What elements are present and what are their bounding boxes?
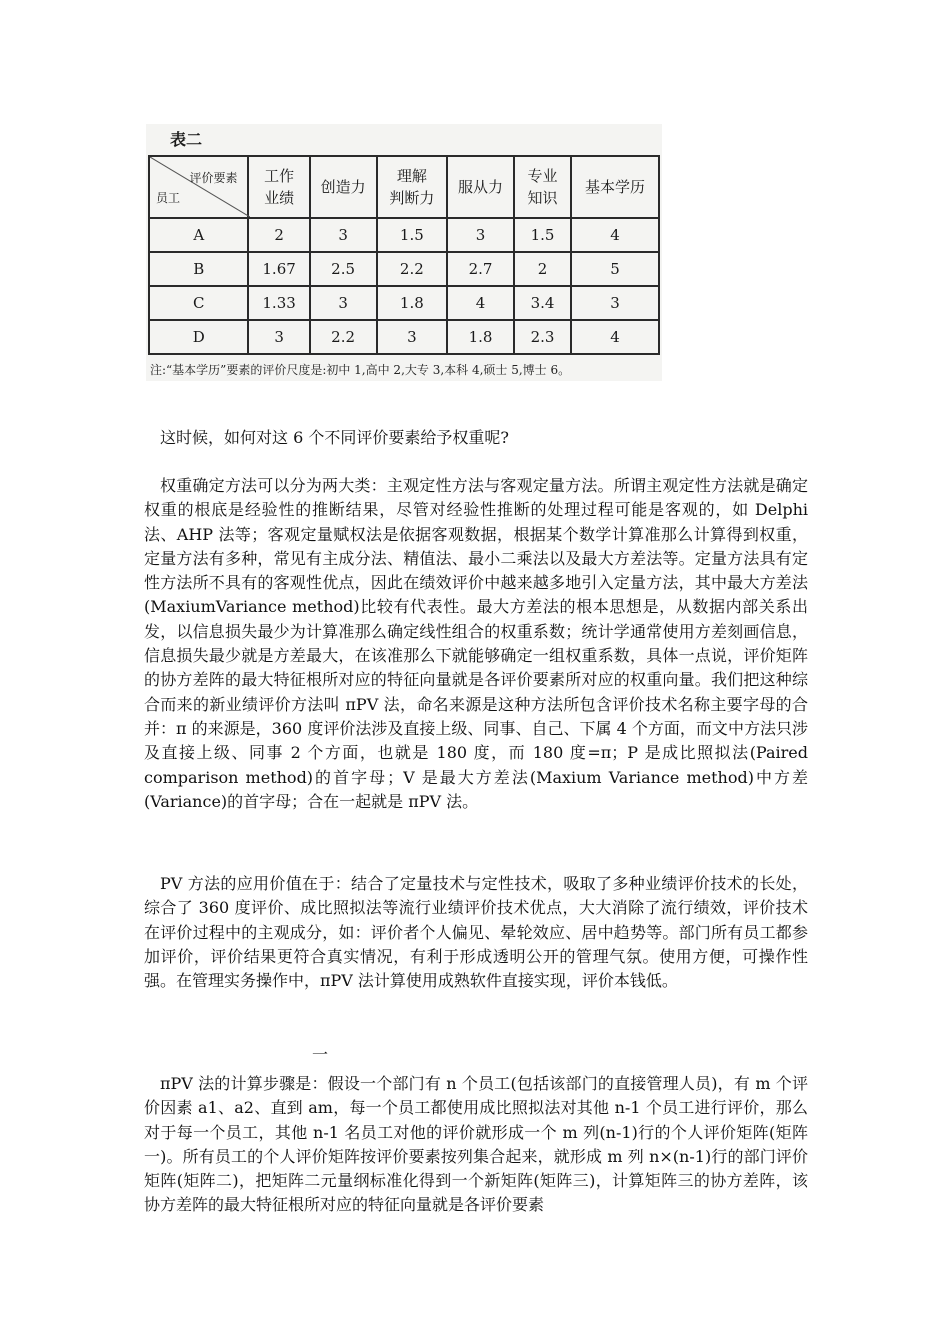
column-header-label: 工作 业绩	[264, 167, 295, 207]
row-label: D	[149, 320, 248, 354]
table-cell: 4	[571, 218, 659, 252]
column-header-label: 基本学历	[585, 178, 646, 196]
corner-bottom-label: 员工	[156, 191, 181, 205]
column-header	[248, 156, 309, 218]
paragraph-calculation-steps: πPV 法的计算步骤是：假设一个部门有 n 个员工(包括该部门的直接管理人员)，有 m 个评价因素 a1、a2、直到 am，每一个员工都使用成比照拟法对其他 n-1 个员工进行评价，那么对于每一个员工，其他 n-1 名员工对他的评价就形成一个 m 列(n-1)行的个人评价矩阵(矩阵一)。所有员工的个人评价矩阵按评价要素按列集合起来，就形成 m 列 n×(n-1)行的部门评价矩阵(矩阵二)，把矩阵二元量纲标准化得到一个新矩阵(矩阵三)，计算矩阵三的协方差阵，该协方差阵的最大特征根所对应的特征向量就是各评价要素	[144, 1074, 808, 1215]
table-cell: 1.5	[514, 218, 571, 252]
column-header	[377, 156, 448, 218]
table-cell: 3	[248, 320, 309, 354]
table-cell: 1.8	[377, 286, 448, 320]
table-cell: 2	[514, 252, 571, 286]
table-row	[149, 286, 659, 320]
evaluation-table	[148, 155, 660, 355]
table-row	[149, 252, 659, 286]
table-note: 注:“基本学历”要素的评价尺度是:初中 1,高中 2,大专 3,本科 4,硕士 5,博士 6。	[150, 363, 571, 377]
column-header-label: 服从力	[458, 178, 504, 196]
paragraph-weight-methods: 权重确定方法可以分为两大类：主观定性方法与客观定量方法。所谓主观定性方法就是确定权重的根底是经验性的推断结果，尽管对经验性推断的处理过程可能是客观的，如 Delphi 法、AHP 法等；客观定量赋权法是依据客观数据，根据某个数学计算准那么计算得到权重，定量方法有多种，常见有主成分法、精值法、最小二乘法以及最大方差法等。定量方法具有定性方法所不具有的客观性优点，因此在绩效评价中越来越多地引入定量方法，其中最大方差法(MaxiumVariance method)比较有代表性。最大方差法的根本思想是，从数据内部关系出发，以信息损失最少为计算准那么确定线性组合的权重系数；统计学通常使用方差刻画信息，信息损失最少就是方差最大，在该准那么下就能够确定一组权重系数，具体一点说，评价矩阵的协方差阵的最大特征根所对应的特征向量就是各评价要素所对应的权重向量。我们把这种综合而来的新业绩评价方法叫 πPV 法，命名来源是这种方法所包含评价技术名称主要字母的合并：π 的来源是，360 度评价法涉及直接上级、同事、自己、下属 4 个方面，而文中方法只涉及直接上级、同事 2 个方面，也就是 180 度，而 180 度=π；P 是成比照拟法(Paired comparison method)的首字母；V 是最大方差法(Maxium Variance method)中方差(Variance)的首字母；合在一起就是 πPV 法。	[144, 476, 808, 811]
table-cell: 3	[447, 218, 514, 252]
column-header	[514, 156, 571, 218]
column-header-label: 理解 判断力	[389, 167, 435, 207]
table-cell: 2.7	[447, 252, 514, 286]
column-header-label: 专业 知识	[527, 167, 558, 207]
section-number: 一	[312, 1045, 329, 1064]
table-title: 表二	[170, 130, 203, 149]
table-cell: 2.3	[514, 320, 571, 354]
table-cell: 3.4	[514, 286, 571, 320]
corner-top-label: 评价要素	[189, 171, 238, 185]
table-cell: 3	[310, 286, 377, 320]
table-cell: 2.5	[310, 252, 377, 286]
table-cell: 1.5	[377, 218, 448, 252]
paragraph-question: 这时候，如何对这 6 个不同评价要素给予权重呢?	[160, 428, 509, 447]
table-cell: 4	[447, 286, 514, 320]
table-cell: 2	[248, 218, 309, 252]
column-header	[310, 156, 377, 218]
column-header	[447, 156, 514, 218]
paragraph-application-value: PV 方法的应用价值在于：结合了定量技术与定性技术，吸取了多种业绩评价技术的长处，综合了 360 度评价、成比照拟法等流行业绩评价技术优点，大大消除了流行绩效，评价技术在评价过程中的主观成分，如：评价者个人偏见、晕轮效应、居中趋势等。部门所有员工都参加评价，评价结果更符合真实情况，有利于形成透明公开的管理气氛。使用方便，可操作性强。在管理实务操作中，πPV 法计算使用成熟软件直接实现，评价本钱低。	[144, 874, 808, 991]
row-label: A	[149, 218, 248, 252]
table-header-row	[149, 156, 659, 218]
table-cell: 2.2	[310, 320, 377, 354]
table-cell: 1.33	[248, 286, 309, 320]
table-cell: 5	[571, 252, 659, 286]
row-label: C	[149, 286, 248, 320]
table-cell: 3	[571, 286, 659, 320]
column-header-label: 创造力	[320, 178, 366, 196]
table-cell: 4	[571, 320, 659, 354]
table-cell: 2.2	[377, 252, 448, 286]
table-cell: 1.8	[447, 320, 514, 354]
table-row	[149, 218, 659, 252]
row-label: B	[149, 252, 248, 286]
table-cell: 1.67	[248, 252, 309, 286]
column-header	[571, 156, 659, 218]
table-cell: 3	[377, 320, 448, 354]
corner-cell	[149, 156, 248, 218]
table-cell: 3	[310, 218, 377, 252]
table-row	[149, 320, 659, 354]
